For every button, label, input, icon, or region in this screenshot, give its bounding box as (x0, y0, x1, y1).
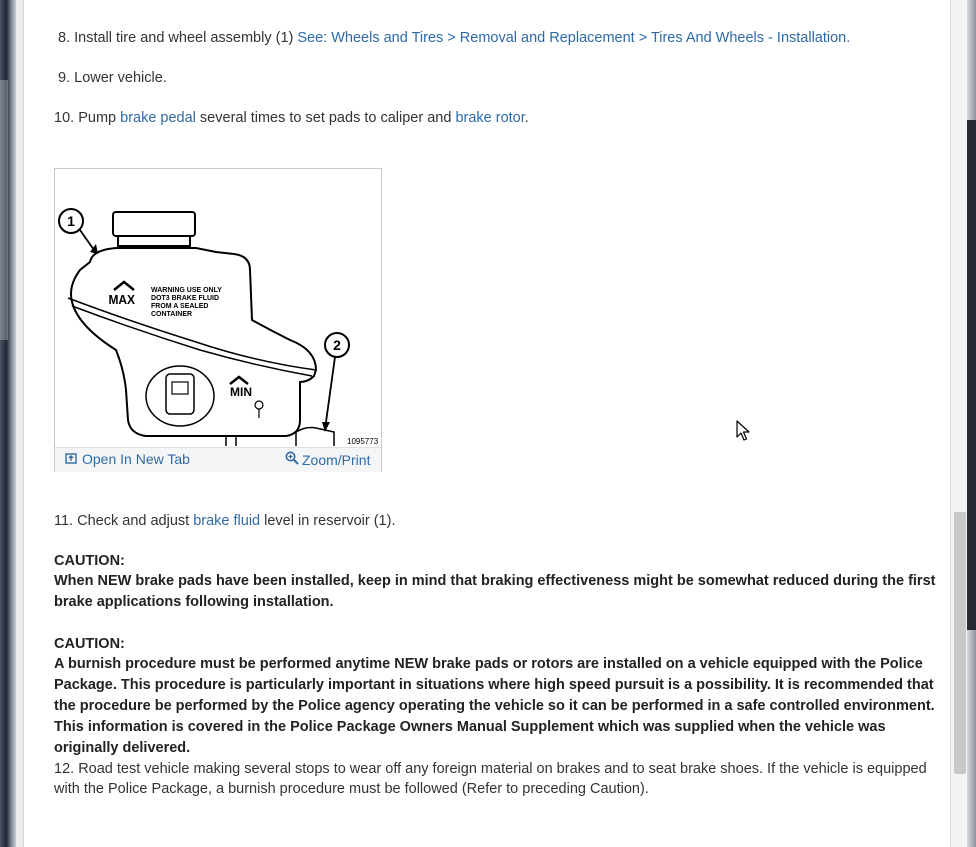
open-new-tab-button[interactable] (65, 451, 190, 467)
left-window-frame (0, 0, 16, 847)
brake-fluid-link[interactable]: brake fluid (193, 513, 261, 529)
brake-rotor-link[interactable]: brake rotor (455, 110, 525, 126)
caution-heading: CAUTION: (54, 636, 125, 652)
warning-line-4: CONTAINER (151, 311, 193, 318)
warning-line-3: FROM A SEALED (151, 303, 209, 310)
step-number: 12. (54, 761, 75, 777)
right-window-edge (967, 0, 976, 847)
step-10 (54, 108, 529, 128)
step-text: Lower vehicle. (74, 70, 167, 86)
step-9 (58, 68, 167, 88)
step-text: Road test vehicle making several stops to wear off any foreign material on brakes and to seat brake shoes. If the vehicle is equipped with the Police Package, a burnish procedure must be followed (Refer to preceding Caution). (54, 761, 927, 797)
step-text: level in reservoir (1). (260, 513, 396, 529)
zoom-icon (285, 451, 299, 468)
callout-1: 1 (67, 213, 75, 229)
zoom-print-label: Zoom/Print (302, 451, 371, 468)
warning-line-2: DOT3 BRAKE FLUID (151, 295, 220, 302)
wheels-tires-link[interactable]: See: Wheels and Tires > Removal and Replacement > Tires And Wheels - Installation. (297, 30, 851, 46)
step-text: several times to set pads to caliper and (195, 110, 456, 126)
mouse-cursor-icon (736, 420, 750, 442)
step-number: 8. (58, 30, 71, 46)
open-external-icon (65, 451, 77, 467)
brake-fluid-reservoir-illustration (56, 170, 380, 446)
step-8 (58, 28, 850, 48)
max-label: MAX (108, 292, 136, 308)
figure-toolbar (55, 447, 381, 472)
warning-line-1: WARNING USE ONLY (151, 287, 222, 294)
step-number: 11. (54, 513, 74, 529)
step-12 (54, 759, 934, 799)
scrollbar-thumb[interactable] (954, 512, 966, 774)
open-new-tab-label: Open In New Tab (82, 451, 190, 467)
brake-pedal-link[interactable]: brake pedal (120, 110, 196, 126)
step-number: 10. (54, 110, 75, 126)
callout-2: 2 (333, 337, 341, 353)
caution-body: When NEW brake pads have been installed, keep in mind that braking effectiveness might be somewhat reduced during the first brake applications following installation. (54, 573, 936, 610)
step-text: Install tire and wheel assembly (1) (74, 30, 298, 46)
step-text: Check and adjust (77, 513, 194, 529)
caution-heading: CAUTION: (54, 553, 125, 569)
figure-image[interactable] (56, 170, 380, 446)
min-label: MIN (230, 385, 252, 399)
step-text: . (524, 110, 529, 126)
step-number: 9. (58, 70, 71, 86)
brake-reservoir-figure (54, 168, 382, 472)
zoom-print-button[interactable] (285, 451, 370, 468)
content-left-border (16, 0, 24, 847)
figure-code: 1095773 (347, 437, 379, 446)
step-11 (54, 511, 395, 531)
caution-body: A burnish procedure must be performed anytime NEW brake pads or rotors are installed on a vehicle equipped with the Police Package. This procedure is particularly important in situations where high speed pursuit is a possibility. It is recommended that the procedure be performed by the Police agency operating the vehicle so it can be performed in a safe controlled environment. This information is covered in the Police Package Owners Manual Supplement which was supplied when the vehicle was originally delivered. (54, 656, 935, 756)
step-text: Pump (78, 110, 121, 126)
